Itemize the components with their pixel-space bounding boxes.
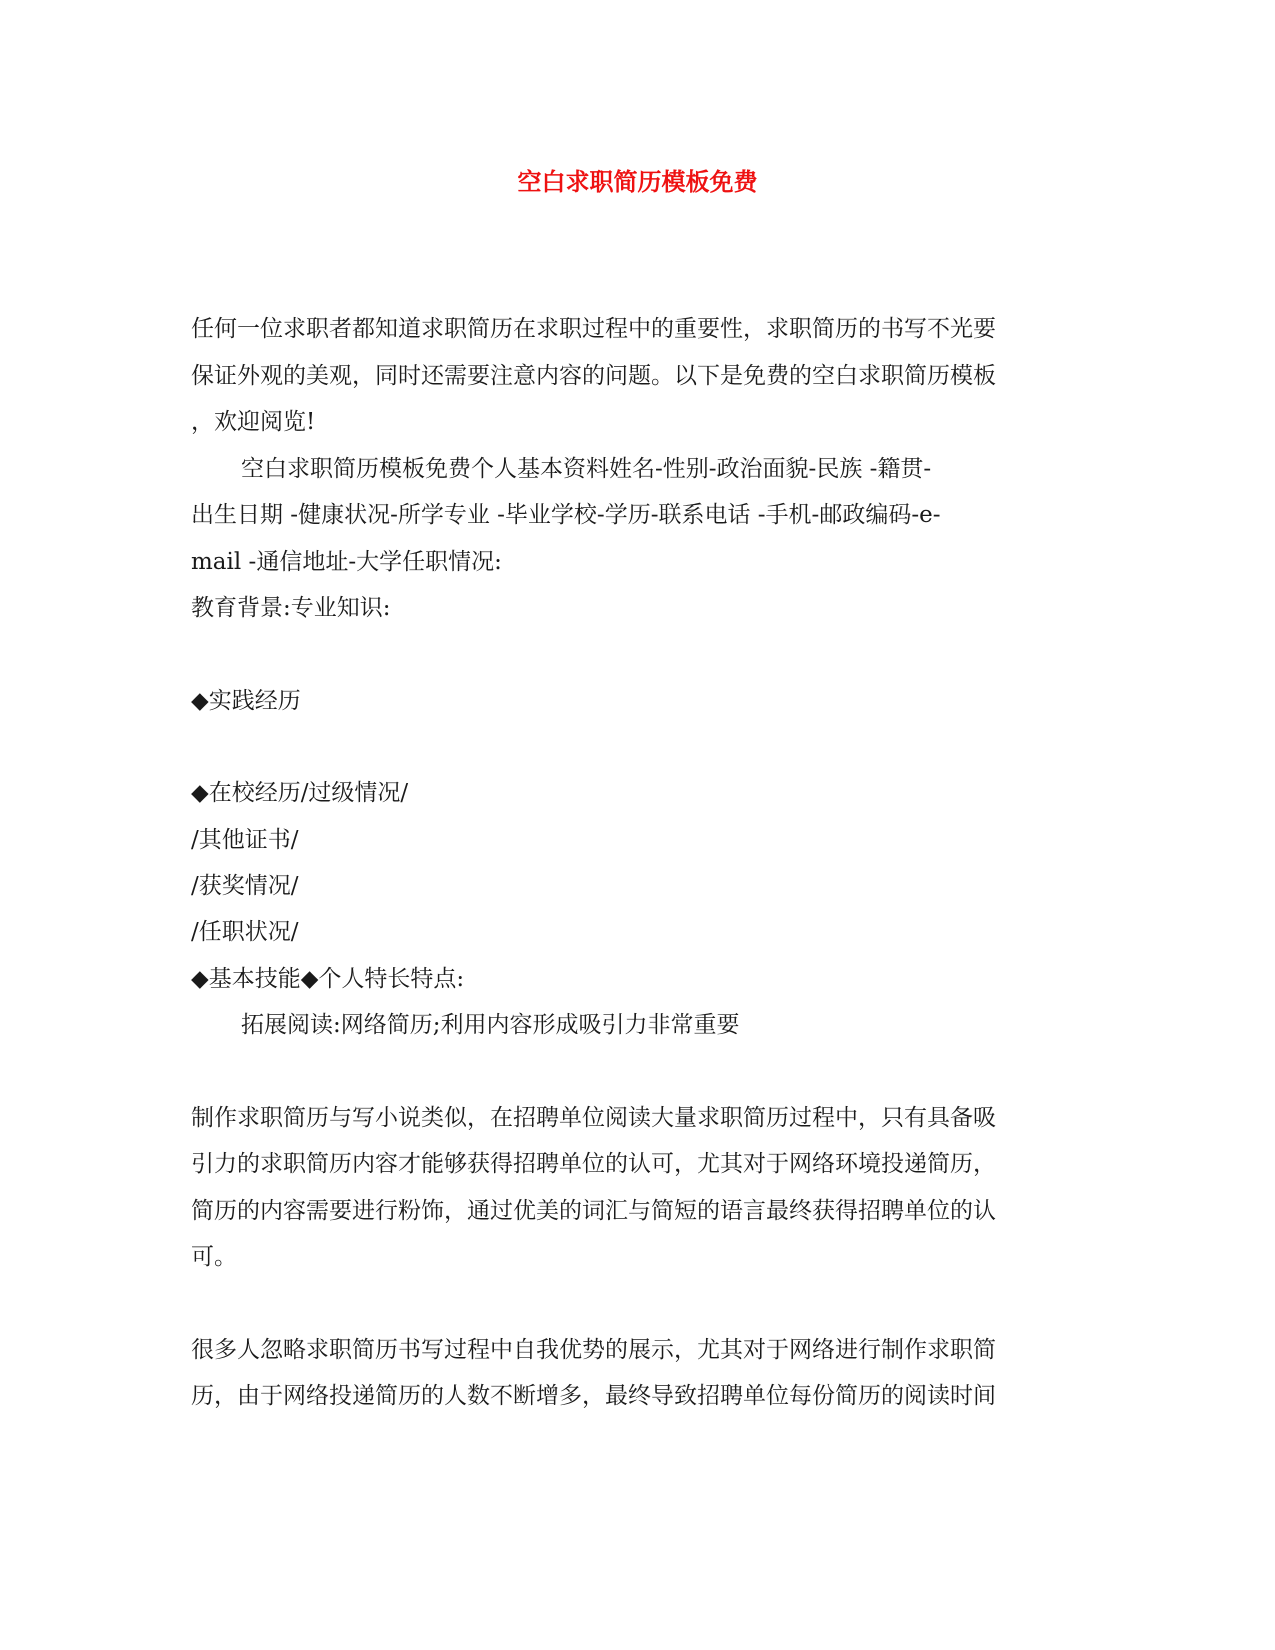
list-item: /任职状况/ xyxy=(191,919,299,945)
list-item: /获奖情况/ xyxy=(191,873,299,899)
paragraph-line: 制作求职简历与写小说类似，在招聘单位阅读大量求职简历过程中，只有具备吸 xyxy=(191,1105,996,1131)
document-title: 空白求职简历模板免费 xyxy=(517,167,758,196)
paragraph-line: 教育背景:专业知识: xyxy=(191,595,391,621)
section-heading: ◆在校经历/过级情况/ xyxy=(191,780,409,806)
paragraph-line: 拓展阅读:网络简历;利用内容形成吸引力非常重要 xyxy=(241,1012,740,1038)
paragraph-line: mail -通信地址-大学任职情况: xyxy=(191,549,502,575)
paragraph-line: 空白求职简历模板免费个人基本资料姓名-性别-政治面貌-民族 -籍贯- xyxy=(241,456,932,482)
paragraph-line: 可。 xyxy=(191,1244,237,1270)
paragraph-line: 简历的内容需要进行粉饰，通过优美的词汇与简短的语言最终获得招聘单位的认 xyxy=(191,1198,996,1224)
paragraph-line: 历，由于网络投递简历的人数不断增多，最终导致招聘单位每份简历的阅读时间 xyxy=(191,1383,996,1409)
list-item: /其他证书/ xyxy=(191,827,299,853)
paragraph-line: 很多人忽略求职简历书写过程中自我优势的展示，尤其对于网络进行制作求职简 xyxy=(191,1337,996,1363)
paragraph-line: 出生日期 -健康状况-所学专业 -毕业学校-学历-联系电话 -手机-邮政编码-e- xyxy=(191,502,941,528)
paragraph-line: 保证外观的美观，同时还需要注意内容的问题。以下是免费的空白求职简历模板 xyxy=(191,363,996,389)
section-heading: ◆实践经历 xyxy=(191,688,301,714)
paragraph-line: ，欢迎阅览! xyxy=(191,409,316,435)
paragraph-line: 引力的求职简历内容才能够获得招聘单位的认可，尤其对于网络环境投递简历， xyxy=(191,1151,996,1177)
section-heading: ◆基本技能◆个人特长特点: xyxy=(191,966,465,992)
paragraph-line: 任何一位求职者都知道求职简历在求职过程中的重要性，求职简历的书写不光要 xyxy=(191,316,996,342)
